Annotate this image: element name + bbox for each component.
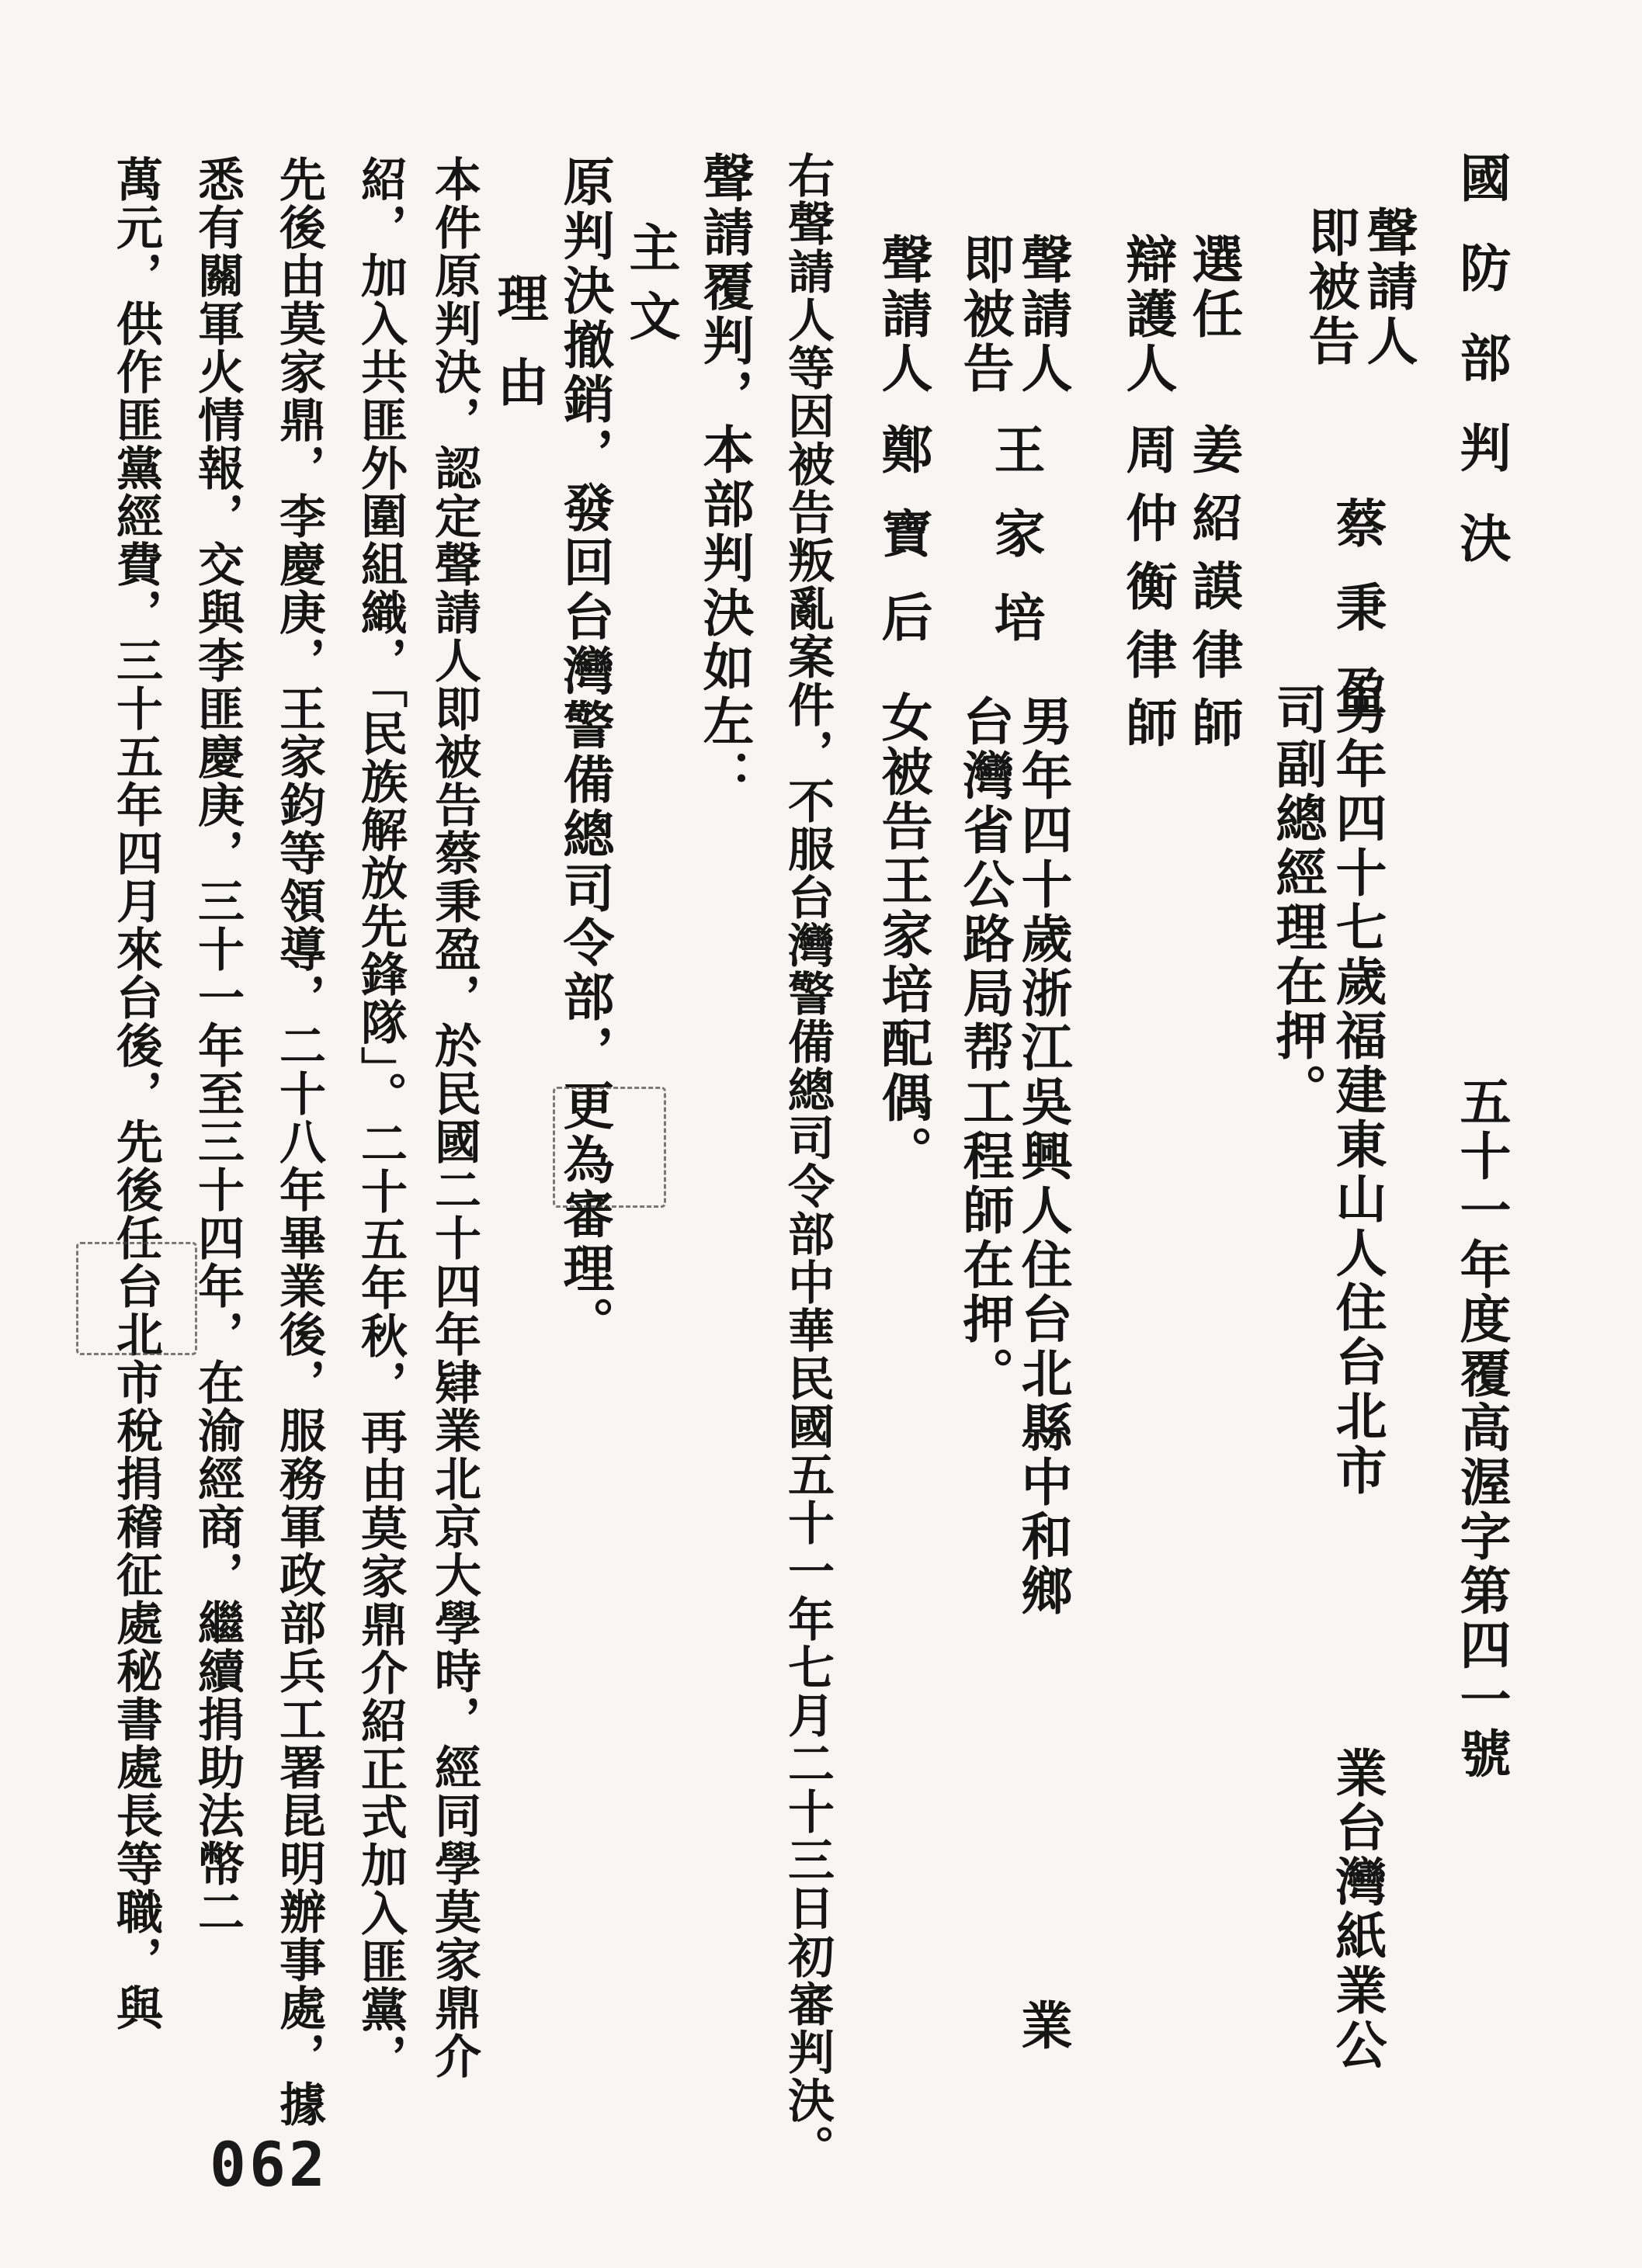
petitioner-1-desc-line-2: 司副總經理在押。 <box>1267 683 1328 1118</box>
petitioner-2-desc-line-2: 台灣省公路局帮工程師在押。 <box>954 695 1015 1401</box>
reason-line-2: 紹，加入共匪外圍組織，「民族解放先鋒隊」。二十五年秋，再由莫家鼎介紹正式加入匪黨， <box>353 155 408 2082</box>
reason-heading: 理由 <box>488 272 549 439</box>
petitioner-2-occupation: 業 <box>1012 1999 1073 2053</box>
petitioner-1-role-2: 即被告 <box>1300 206 1360 369</box>
reason-line-5: 萬元，供作匪黨經費，三十五年四月來台後，先後任台北市稅捐稽征處秘書處長等職，與 <box>109 155 163 2032</box>
petitioner-3-role: 聲請人 <box>873 233 933 396</box>
case-number: 五十一年度覆高渥字第四一號 <box>1451 1075 1512 1781</box>
counsel-name-2: 周仲衡律師 <box>1117 423 1178 765</box>
petitioner-1-occupation: 業台灣紙業公 <box>1327 1746 1387 2072</box>
petitioner-2-desc-line-1: 男年四十歲浙江吳興人住台北縣中和鄉 <box>1012 695 1073 1618</box>
counsel-role: 選任 <box>1183 233 1244 342</box>
seal-stamp <box>553 1087 666 1208</box>
main-text: 原判決撤銷，發回台灣警備總司令部，更為審理。 <box>554 155 615 1351</box>
counsel-name-1: 姜紹謨律師 <box>1183 423 1244 765</box>
petitioner-1-role: 聲請人 <box>1358 206 1418 369</box>
petitioner-2-role-2: 即被告 <box>954 233 1015 396</box>
petitioner-1-desc-line-1: 男年四十七歲福建東山人住台北市 <box>1327 683 1387 1498</box>
page-number: 062 <box>210 2131 328 2200</box>
reason-line-4: 悉有關軍火情報，交與李匪慶庚，三十一年至三十四年，在渝經商，繼續捐助法幣二 <box>190 155 245 1936</box>
petitioner-2-name: 王家培 <box>985 423 1046 675</box>
seal-stamp-2 <box>76 1242 197 1355</box>
main-heading: 主文 <box>620 221 681 358</box>
document-title: 國防部判決 <box>1451 151 1512 602</box>
petitioner-1-name: 蔡秉盈 <box>1327 497 1387 748</box>
reason-line-3: 先後由莫家鼎，李慶庚，王家鈞等領導，二十八年畢業後，服務軍政部兵工署昆明辦事處，據 <box>272 155 326 2128</box>
petitioner-2-role: 聲請人 <box>1012 233 1073 396</box>
reason-line-1: 本件原判決，認定聲請人即被告蔡秉盈，於民國二十四年肄業北京大學時，經同學莫家鼎介 <box>427 155 481 2080</box>
petitioner-3-name: 鄭寶后 <box>873 423 933 675</box>
counsel-role-2: 辯護人 <box>1117 233 1178 396</box>
intro-line-1: 右聲請人等因被告叛亂案件，不服台灣警備總司令部中華民國五十一年七月二十三日初審判決。 <box>780 151 835 2173</box>
petitioner-3-desc: 女被告王家培配偶。 <box>873 691 933 1180</box>
intro-line-2: 聲請覆判，本部判決如左： <box>694 151 755 803</box>
